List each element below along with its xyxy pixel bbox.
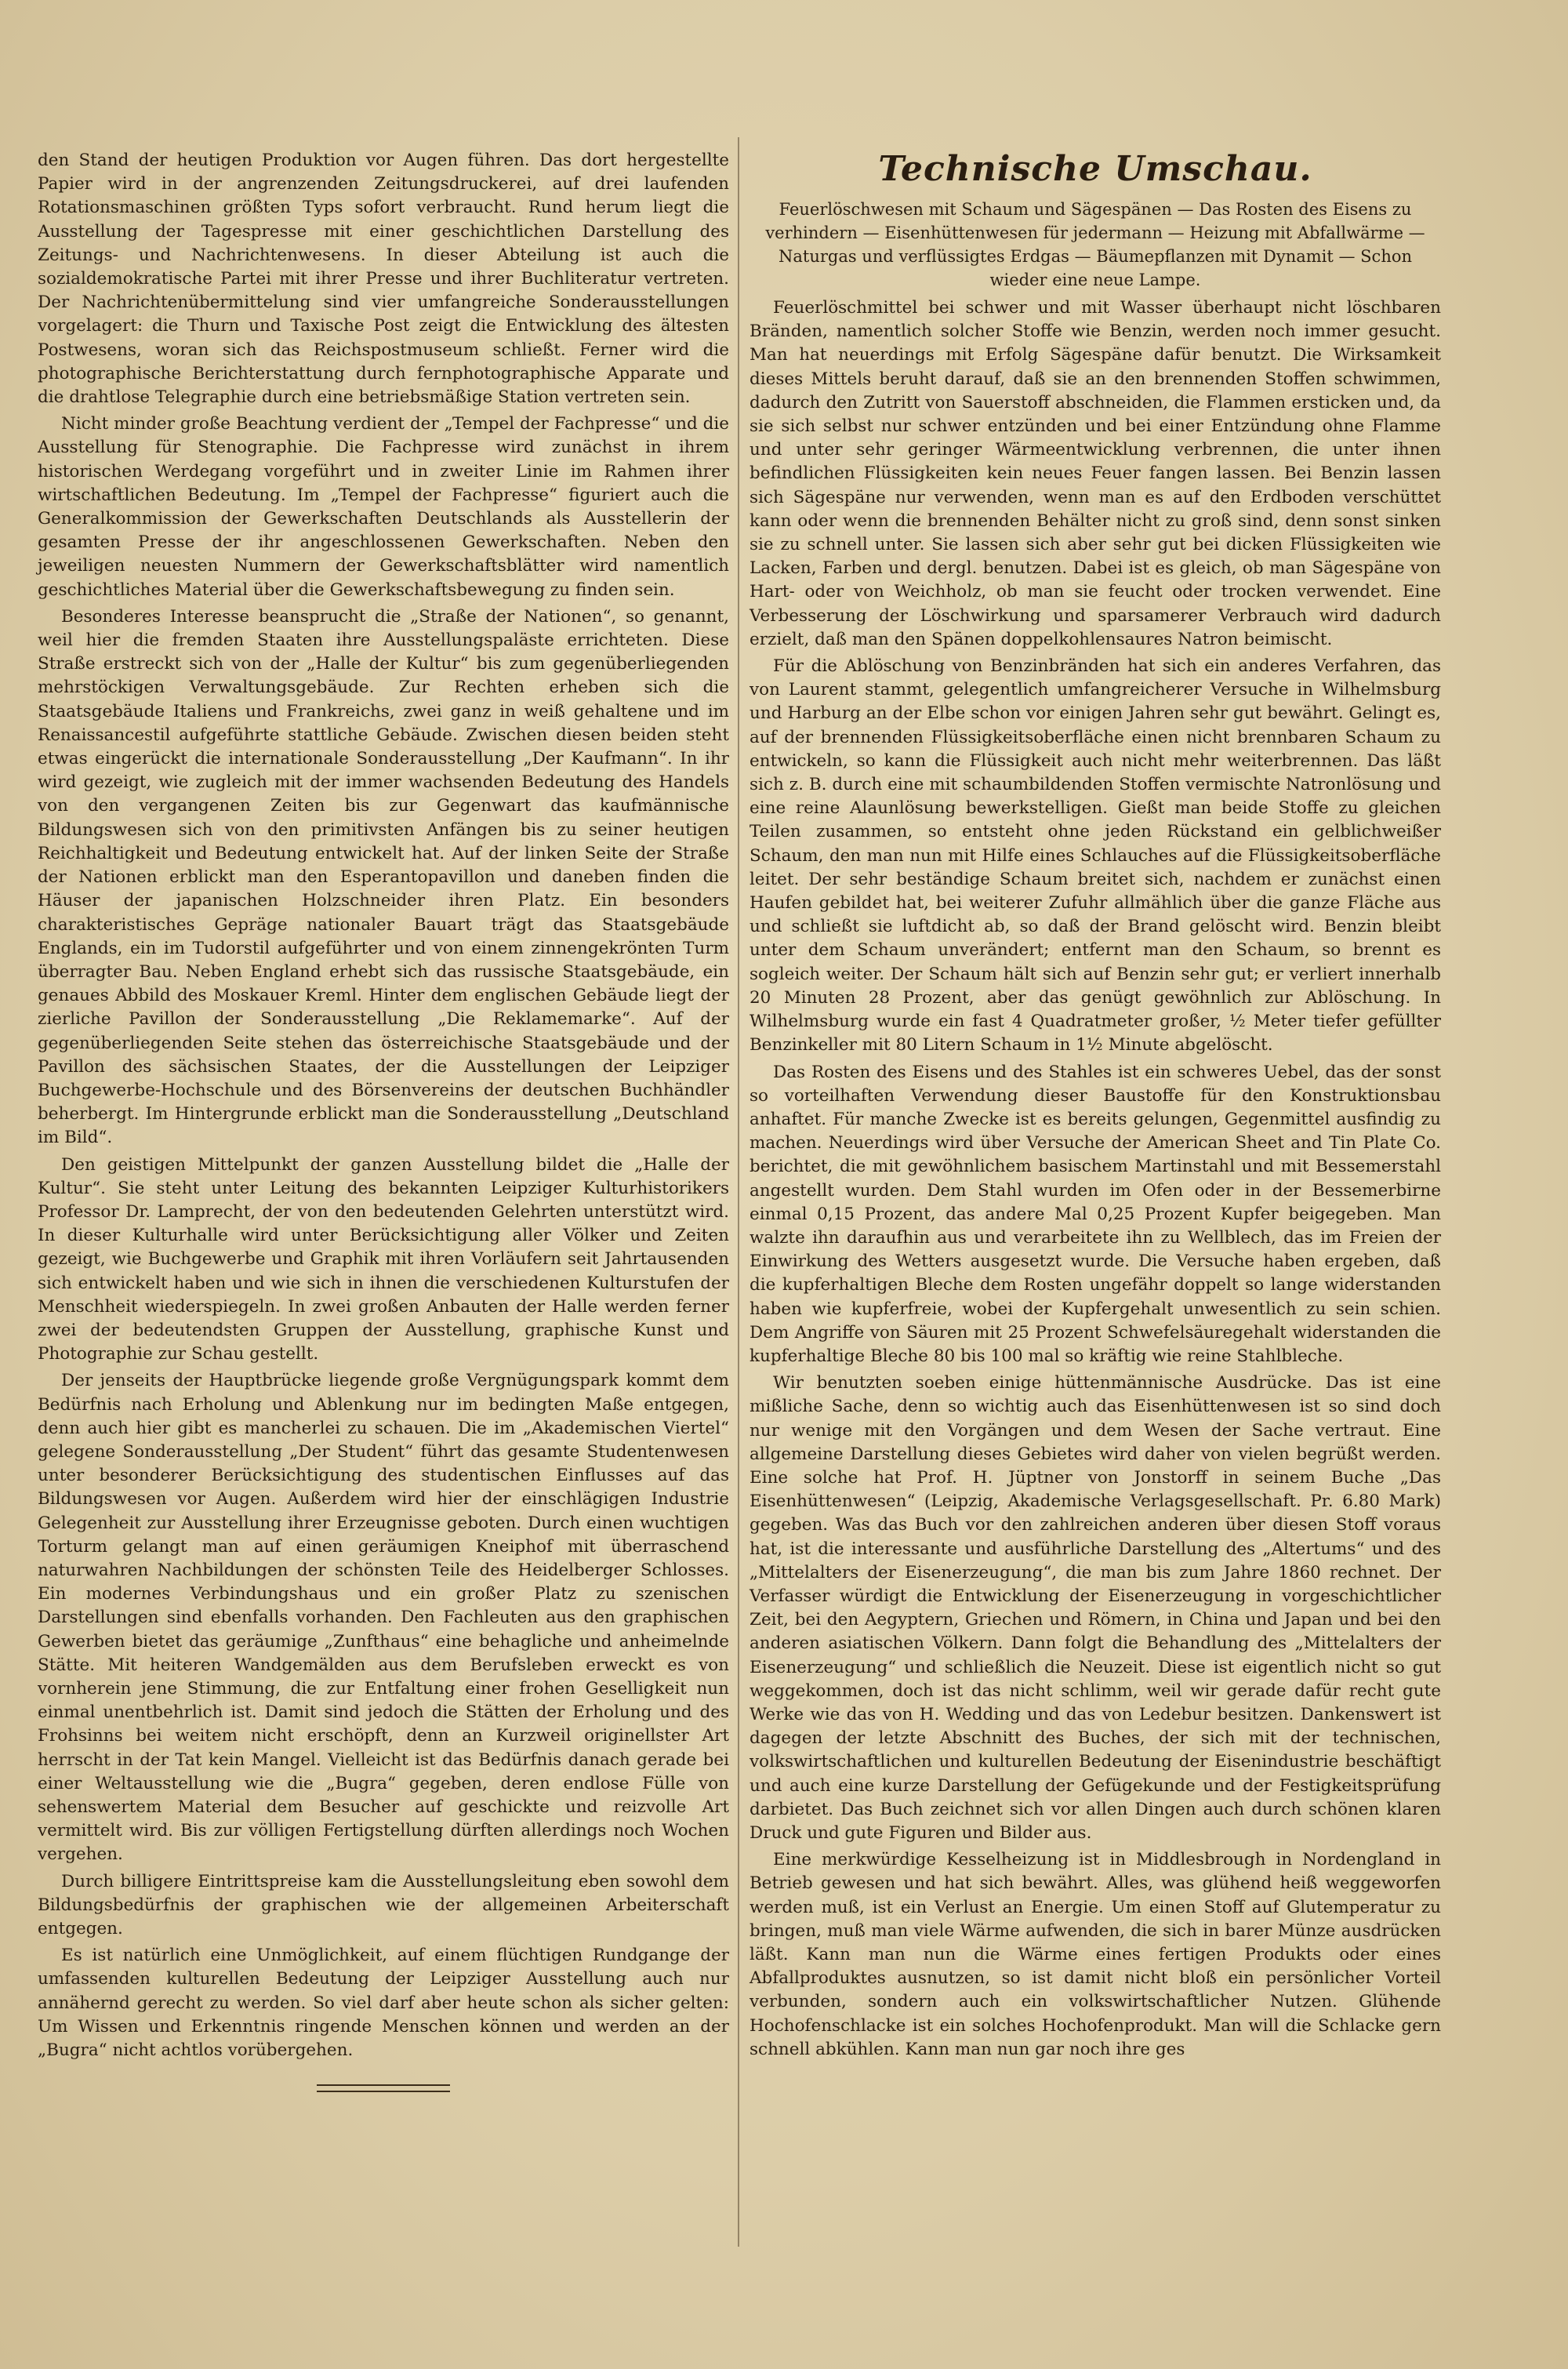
article-paragraph: Der jenseits der Hauptbrücke liegende große Vergnügungspark kommt dem Bedürfnis nach Erholung und Ablenkung nur im bedingten Maße entgegen, denn auch hier gibt es mancherlei zu schauen. Die im „Akademischen Viertel“ gelegene Sonderausstellung „Der Student“ führt das gesamte Studentenwesen unter besonderer Berücksichtigung des studentischen Einflusses auf das Bildungswesen vor Augen. Außerdem wird hier der einschlägigen Industrie Gelegenheit zur Ausstellung ihrer Erzeugnisse geboten. Durch einen wuchtigen Torturm gelangt man auf einen geräumigen Kneiphof mit überraschend naturwahren Nachbildungen der schönsten Teile des Heidelberger Schlosses. Ein modernes Verbindungshaus und ein großer Platz zu szenischen Darstellungen sind ebenfalls vorhanden. Den Fachleuten aus den graphischen Gewerben bietet das geräumige „Zunfthaus“ eine behagliche und anheimelnde Stätte. Mit heiteren Wandgemälden aus dem Berufsleben erweckt es von vornherein jene Stimmung, die zur Entfaltung einer frohen Geselligkeit nun einmal unentbehrlich ist. Damit sind jedoch die Stätten der Erholung und des Frohsinns bei weitem nicht erschöpft, denn an Kurzweil originellster Art herrscht in der Tat kein Mangel. Vielleicht ist das Bedürfnis danach gerade bei einer Weltausstellung wie die „Bugra“ gegeben, deren endlose Fülle von sehenswertem Material dem Besucher auf geschickte und reizvolle Art vermittelt wird. Bis zur völligen Fertigstellung dürften allerdings noch Wochen vergehen. bbox=[38, 1371, 729, 1865]
left-column bbox=[38, 149, 729, 2092]
article-paragraph: Nicht minder große Beachtung verdient der „Tempel der Fachpresse“ und die Ausstellung für Stenographie. Die Fachpresse wird zunächst in ihrem historischen Werdegang vorgeführt und in zweiter Linie im Rahmen ihrer wirtschaftlichen Bedeutung. Im „Tempel der Fachpresse“ figuriert auch die Generalkommission der Gewerkschaften Deutschlands als Ausstellerin der gesamten Presse der ihr angeschlossenen Gewerkschaften. Neben den jeweiligen neuesten Nummern der Gewerkschaftsblätter wird namentlich geschichtliches Material über die Gewerkschaftsbewegung zu finden sein. bbox=[38, 414, 729, 600]
article-paragraph: Das Rosten des Eisens und des Stahles ist ein schweres Uebel, das der sonst so vorteilhaften Verwendung dieser Baustoffe für den Konstruktionsbau anhaftet. Für manche Zwecke ist es bereits gelungen, Gegenmittel ausfindig zu machen. Neuerdings wird über Versuche der American Sheet and Tin Plate Co. berichtet, die mit gewöhnlichem basischem Martinstahl und mit Bessemerstahl angestellt wurden. Dem Stahl wurden im Ofen oder in der Bessemerbirne einmal 0,15 Prozent, das andere Mal 0,25 Prozent Kupfer beigegeben. Man walzte ihn daraufhin aus und verarbeitete ihn zu Wellblech, das im Freien der Einwirkung des Wetters ausgesetzt wurde. Die Versuche haben ergeben, daß die kupferhaltigen Bleche dem Rosten ungefähr doppelt so lange widerstanden haben wie kupferfreie, wobei der Kupfergehalt unwesentlich zu sein schien. Dem Angriffe von Säuren mit 25 Prozent Schwefelsäuregehalt widerstanden die kupferhaltige Bleche 80 bis 100 mal so kräftig wie reine Stahlbleche. bbox=[750, 1062, 1441, 1366]
article-end-rule bbox=[317, 2084, 450, 2092]
column-divider bbox=[738, 137, 739, 2247]
right-column-body bbox=[750, 296, 1441, 2062]
section-subheads: Feuerlöschwesen mit Schaum und Sägespänen — Das Rosten des Eisens zu verhindern — Eisenhüttenwesen für jedermann — Heizung mit Abfallwärme — Naturgas und verflüssigtes Erdgas — Bäumepflanzen mit Dynamit — Schon wieder eine neue Lampe. bbox=[765, 200, 1425, 289]
article-paragraph: Für die Ablöschung von Benzinbränden hat sich ein anderes Verfahren, das von Laurent stammt, gelegentlich umfangreicherer Versuche in Wilhelmsburg und Harburg an der Elbe schon vor einigen Jahren sehr gut bewährt. Gelingt es, auf der brennenden Flüssigkeitsoberfläche einen nicht brennbaren Schaum zu entwickeln, so kann die Flüssigkeit auch nicht mehr weiterbrennen. Das läßt sich z. B. durch eine mit schaumbildenden Stoffen vermischte Natronlösung und eine reine Alaunlösung bewerkstelligen. Gießt man beide Stoffe zu gleichen Teilen zusammen, so entsteht ohne jeden Rückstand ein gelblichweißer Schaum, den man nun mit Hilfe eines Schlauches auf die Flüssigkeitsoberfläche leitet. Der sehr beständige Schaum breitet sich, nachdem er zunächst einen Haufen gebildet hat, bei weiterer Zufuhr allmählich über die ganze Fläche aus und schließt sie luftdicht ab, so daß der Brand gelöscht wird. Benzin bleibt unter dem Schaum unverändert; entfernt man den Schaum, so brennt es sogleich weiter. Der Schaum hält sich auf Benzin sehr gut; er verliert innerhalb 20 Minuten 28 Prozent, aber das genügt gewöhnlich zur Ablöschung. In Wilhelmsburg wurde ein fast 4 Quadratmeter großer, ½ Meter tiefer gefüllter Benzinkeller mit 80 Litern Schaum in 1½ Minute abgelöscht. bbox=[750, 656, 1441, 1056]
section-title: Technische Umschau. bbox=[878, 149, 1312, 189]
right-column bbox=[750, 149, 1441, 2065]
article-paragraph: Eine merkwürdige Kesselheizung ist in Middlesbrough in Nordengland in Betrieb gewesen und hat sich bewährt. Alles, was glühend heiß weggeworfen werden muß, ist ein Verlust an Energie. Um einen Stoff auf Glutemperatur zu bringen, muß man viele Wärme aufwenden, die sich in barer Münze ausdrücken läßt. Kann man nun die Wärme eines fertigen Produkts oder eines Abfallproduktes ausnutzen, so ist damit nicht bloß ein persönlicher Vorteil verbunden, sondern auch ein volkswirtschaftlicher Nutzen. Glühende Hochofenschlacke ist ein solches Hochofenprodukt. Man will die Schlacke gern schnell abkühlen. Kann man nun gar noch ihre ges bbox=[750, 1850, 1441, 2059]
article-paragraph: Durch billigere Eintrittspreise kam die Ausstellungsleitung eben sowohl dem Bildungsbedürfnis der graphischen wie der allgemeinen Arbeiterschaft entgegen. bbox=[38, 1871, 729, 1939]
article-paragraph: Es ist natürlich eine Unmöglichkeit, auf einem flüchtigen Rundgange der umfassenden kulturellen Bedeutung der Leipziger Ausstellung auch nur annähernd gerecht zu werden. So viel darf aber heute schon als sicher gelten: Um Wissen und Erkenntnis ringende Menschen können und werden an der „Bugra“ nicht achtlos vorübergehen. bbox=[38, 1946, 729, 2061]
article-paragraph: den Stand der heutigen Produktion vor Augen führen. Das dort hergestellte Papier wird in der angrenzenden Zeitungsdruckerei, auf drei laufenden Rotationsmaschinen größten Typs sofort verbraucht. Rund herum liegt die Ausstellung der Tagespresse mit einer geschichtlichen Darstellung des Zeitungs- und Nachrichtenwesens. In dieser Abteilung ist auch die sozialdemokratische Partei mit ihrer Presse und ihrer Buchliteratur vertreten. Der Nachrichtenübermittelung sind vier umfangreiche Sonderausstellungen vorgelagert: die Thurn und Taxische Post zeigt die Entwicklung des ältesten Postwesens, woran sich das Reichspostmuseum schließt. Ferner wird die photographische Berichterstattung durch fernphotographische Apparate und die drahtlose Telegraphie durch eine betriebsmäßige Station vertreten sein. bbox=[38, 151, 729, 408]
article-paragraph: Den geistigen Mittelpunkt der ganzen Ausstellung bildet die „Halle der Kultur“. Sie steht unter Leitung des bekannten Leipziger Kulturhistorikers Professor Dr. Lamprecht, der von den bedeutenden Gelehrten unterstützt wird. In dieser Kulturhalle wird unter Berücksichtigung aller Völker und Zeiten gezeigt, wie Buchgewerbe und Graphik mit ihren Vorläufern seit Jahrtausenden sich entwickelt haben und wie sich in ihnen die verschiedenen Kulturstufen der Menschheit wiederspiegeln. In zwei großen Anbauten der Halle werden ferner zwei der bedeutendsten Gruppen der Ausstellung, graphische Kunst und Photographie zur Schau gestellt. bbox=[38, 1154, 729, 1364]
article-paragraph: Feuerlöschmittel bei schwer und mit Wasser überhaupt nicht löschbaren Bränden, namentlich solcher Stoffe wie Benzin, werden noch immer gesucht. Man hat neuerdings mit Erfolg Sägespäne dafür benutzt. Die Wirksamkeit dieses Mittels beruht darauf, daß sie an den brennenden Stoffen schwimmen, dadurch den Zutritt von Sauerstoff abschneiden, die Flammen ersticken und, da sie sich selbst nur schwer entzünden und bei einer Entzündung ohne Flamme und unter sehr geringer Wärmeentwicklung verbrennen, die unter ihnen befindlichen Flüssigkeiten kein neues Feuer fangen lassen. Bei Benzin lassen sich Sägespäne nur verwenden, wenn man es auf den Erdboden verschüttet kann oder wenn die brennenden Behälter nicht zu groß sind, denn sonst sinken sie zu schnell unter. Sie lassen sich aber sehr gut bei dicken Flüssigkeiten wie Lacken, Farben und dergl. benutzen. Dabei ist es gleich, ob man Sägespäne von Hart- oder von Weichholz, ob man sie feucht oder trocken verwendet. Eine Verbesserung der Löschwirkung und sparsamerer Verbrauch wird dadurch erzielt, daß man den Spänen doppelkohlensaures Natron beimischt. bbox=[750, 298, 1441, 649]
article-paragraph: Wir benutzten soeben einige hüttenmännische Ausdrücke. Das ist eine mißliche Sache, denn so wichtig auch das Eisenhüttenwesen ist so sind doch nur wenige mit den Vorgängen und dem Wesen der Sache vertraut. Eine allgemeine Darstellung dieses Gebietes wird daher von vielen begrüßt werden. Eine solche hat Prof. H. Jüptner von Jonstorff in seinem Buche „Das Eisenhüttenwesen“ (Leipzig, Akademische Verlagsgesellschaft. Pr. 6.80 Mark) gegeben. Was das Buch vor den zahlreichen anderen über diesen Stoff voraus hat, ist die interessante und ausführliche Darstellung des „Altertums“ und des „Mittelalters der Eisenerzeugung“, die man bis zum Jahre 1860 rechnet. Der Verfasser würdigt die Entwicklung der Eisenerzeugung in vorgeschichtlicher Zeit, bei den Aegyptern, Griechen und Römern, in China und Japan und bei den anderen asiatischen Völkern. Dann folgt die Behandlung des „Mittelalters der Eisenerzeugung“ und schließlich die Neuzeit. Diese ist eigentlich nicht so gut weggekommen, doch ist das nicht schlimm, weil wir gerade dafür recht gute Werke wie das von H. Wedding und das von Ledebur besitzen. Dankenswert ist dagegen der letzte Abschnitt des Buches, der sich mit der technischen, volkswirtschaftlichen und kulturellen Bedeutung der Eisenindustrie beschäftigt und auch eine kurze Darstellung der Gefügekunde und der Festigkeitsprüfung darbietet. Das Buch zeichnet sich vor allen Dingen auch durch schönen klaren Druck und gute Figuren und Bilder aus. bbox=[750, 1373, 1441, 1843]
article-paragraph: Besonderes Interesse beansprucht die „Straße der Nationen“, so genannt, weil hier die fremden Staaten ihre Ausstellungspaläste errichteten. Diese Straße erstreckt sich von der „Halle der Kultur“ bis zum gegenüberliegenden mehrstöckigen Verwaltungsgebäude. Zur Rechten erheben sich die Staatsgebäude Italiens und Frankreichs, zwei ganz in weiß gehaltene und im Renaissancestil aufgeführte stattliche Gebäude. Zwischen diesen beiden steht etwas eingerückt die internationale Sonderausstellung „Der Kaufmann“. In ihr wird gezeigt, wie zugleich mit der immer wachsenden Bedeutung des Handels von den vergangenen Zeiten bis zur Gegenwart das kaufmännische Bildungswesen sich von den primitivsten Anfängen bis zu seiner heutigen Reichhaltigkeit und Bedeutung entwickelt hat. Auf der linken Seite der Straße der Nationen erblickt man den Esperantopavillon und daneben finden die Häuser der japanischen Holzschneider ihren Platz. Ein besonders charakteristisches Gepräge nationaler Bauart trägt das Staatsgebäude Englands, ein im Tudorstil aufgeführter und von einem zinnengekrönten Turm überragter Bau. Neben England erhebt sich das russische Staatsgebäude, ein genaues Abbild des Moskauer Kreml. Hinter dem englischen Gebäude liegt der zierliche Pavillon der Sonderausstellung „Die Reklamemarke“. Auf der gegenüberliegenden Seite stehen das österreichische Staatsgebäude und der Pavillon des sächsischen Staates, der die Ausstellungen der Leipziger Buchgewerbe-Hochschule und des Börsenvereins der deutschen Buchhändler beherbergt. Im Hintergrunde erblickt man die Sonderausstellung „Deutschland im Bild“. bbox=[38, 606, 729, 1148]
